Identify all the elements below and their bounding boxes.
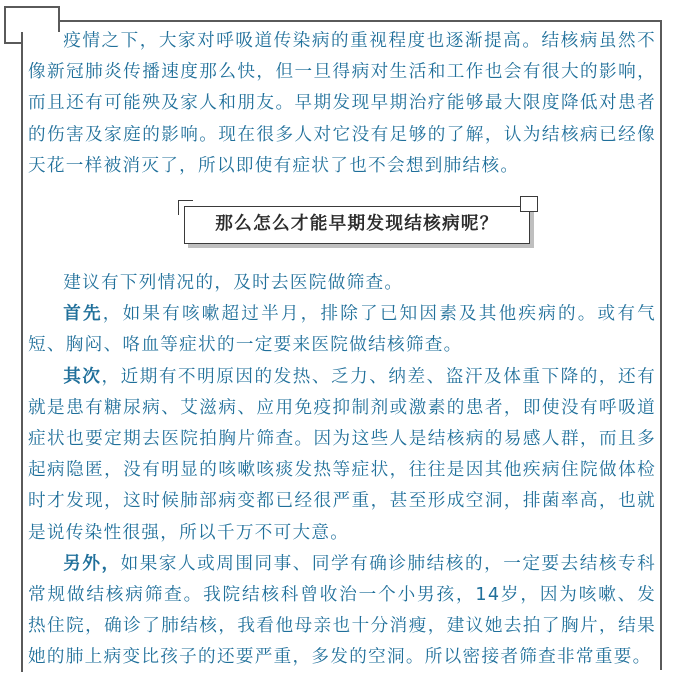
third-text: 如果家人或周围同事、同学有确诊肺结核的，一定要去结核专科常规做结核病筛查。我院结核科曾收治一个小男孩，14岁，因为咳嗽、发热住院，确诊了肺结核，我看他母亲也十分消瘦，建议她去拍了胸片，结果她的肺上病变比孩子的还要严重，多发的空洞。所以密接者筛查非常重要。	[28, 553, 657, 668]
third-label: 另外，	[63, 553, 121, 574]
third-paragraph	[28, 549, 656, 674]
intro-paragraph: 疫情之下，大家对呼吸道传染病的重视程度也逐渐提高。结核病虽然不像新冠肺炎传播速度那么快，但一旦得病对生活和工作也会有很大的影响，而且还有可能殃及家人和朋友。早期发现早期治疗能够最大限度降低对患者的伤害及家庭的影响。现在很多人对它没有足够的了解，认为结核病已经像天花一样被消灭了，所以即使有症状了也不会想到肺结核。	[28, 31, 656, 176]
second-paragraph	[28, 362, 656, 549]
frame-right-border	[660, 20, 662, 670]
article-body	[28, 26, 656, 674]
first-paragraph	[28, 299, 656, 361]
heading-corner-decoration	[520, 196, 538, 212]
frame-left-border	[21, 32, 23, 672]
frame-corner-line	[4, 42, 22, 44]
second-text: ，近期有不明原因的发热、乏力、纳差、盗汗及体重下降的，还有就是患有糖尿病、艾滋病、应用免疫抑制剂或激素的患者，即使没有呼吸道症状也要定期去医院拍胸片筛查。因为这些人是结核病的易感人群，而且多起病隐匿，没有明显的咳嗽咳痰发热等症状，往往是因其他疾病住院做体检时才发现，这时候肺部病变都已经很严重，甚至形成空洞，排菌率高，也就是说传染性很强，所以千万不可大意。	[28, 366, 656, 543]
heading-box	[184, 206, 530, 244]
first-label: 首先	[63, 304, 103, 325]
frame-top-border	[60, 20, 662, 22]
heading-text: 那么怎么才能早期发现结核病呢？	[215, 214, 499, 235]
advice-paragraph: 建议有下列情况的，及时去医院做筛查。	[63, 273, 404, 294]
second-label: 其次	[63, 366, 102, 387]
frame-corner-line	[4, 6, 6, 44]
first-text: ，如果有咳嗽超过半月，排除了已知因素及其他疾病的。或有气短、胸闷、咯血等症状的一定要来医院做结核筛查。	[28, 304, 657, 356]
section-heading	[28, 198, 656, 258]
